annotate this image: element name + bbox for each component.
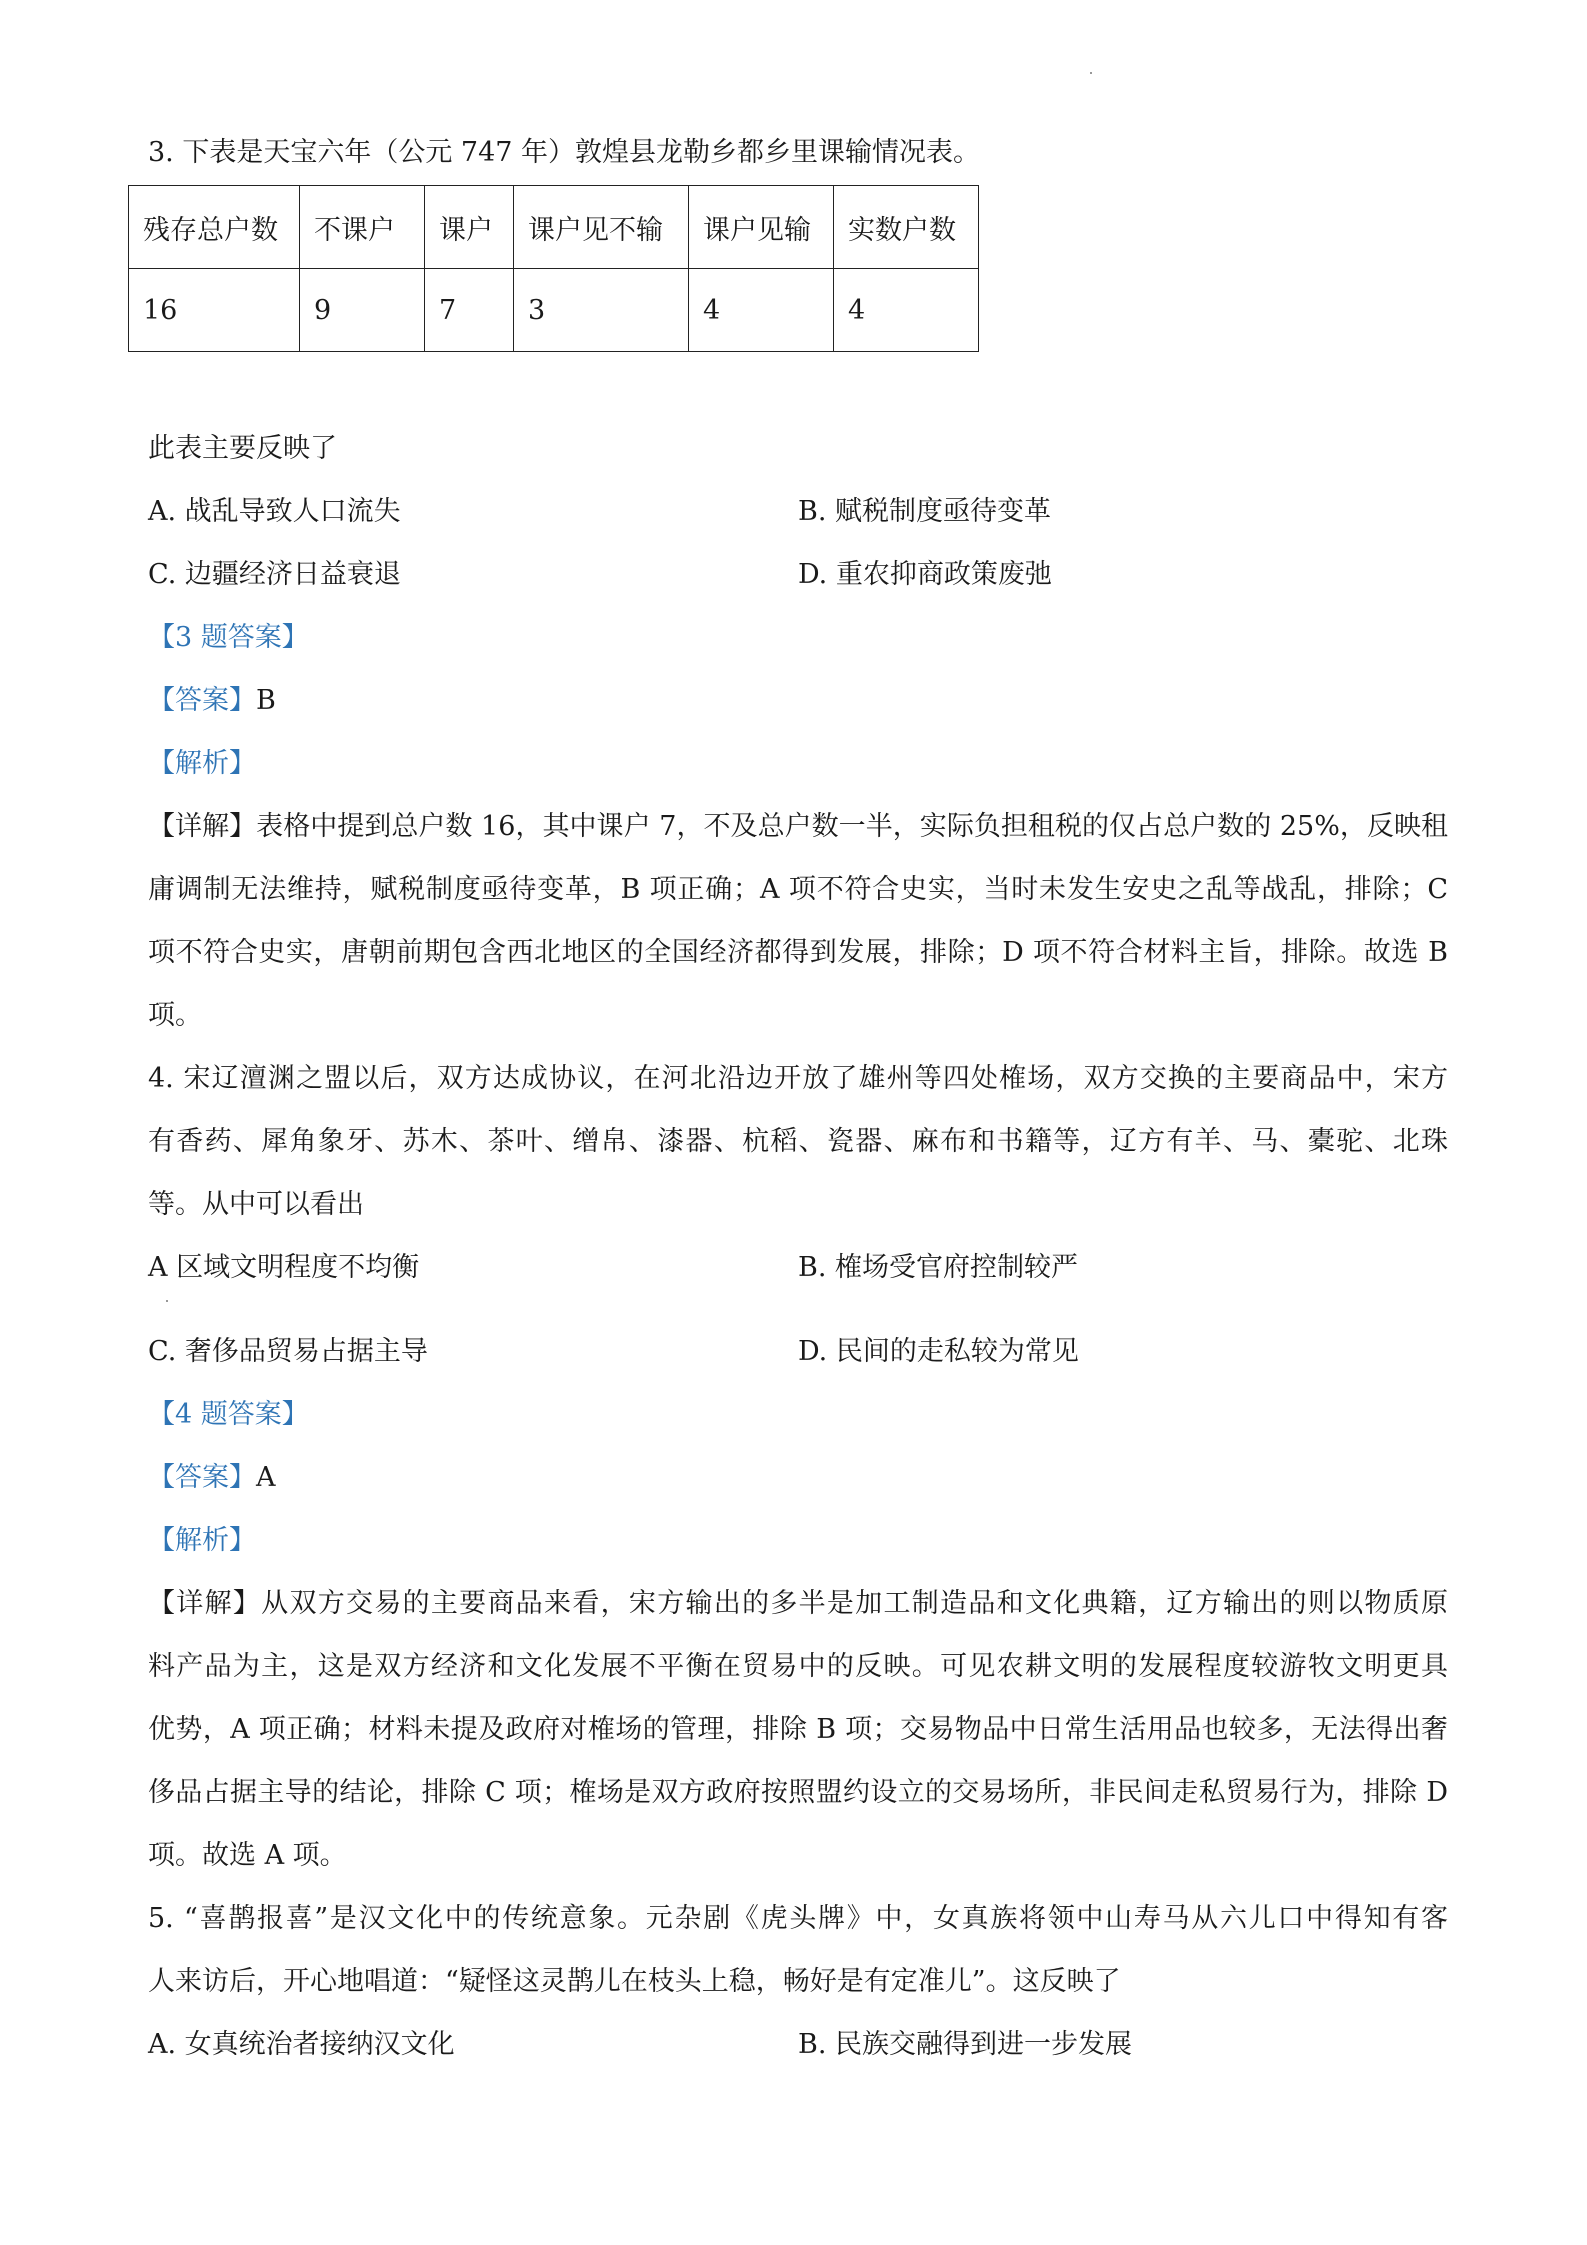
q4-answer xyxy=(148,1460,276,1496)
q3-detail-line: 项不符合史实，唐朝前期包含西北地区的全国经济都得到发展，排除；D 项不符合材料主旨，排除。故选 B xyxy=(148,937,1448,968)
table-cell: 9 xyxy=(300,269,425,352)
q4-detail-line: 优势，A 项正确；材料未提及政府对榷场的管理，排除 B 项；交易物品中日常生活用品也较多，无法得出奢 xyxy=(148,1714,1448,1745)
q3-option-b: B. 赋税制度亟待变革 xyxy=(798,496,1052,527)
q3-analysis-header: 【解析】 xyxy=(148,748,256,779)
detail-label: 【详解】 xyxy=(148,1588,262,1619)
stray-dot xyxy=(1090,72,1092,74)
table-header-row xyxy=(129,186,979,269)
q4-detail-line: 侈品占据主导的结论，排除 C 项；榷场是双方政府按照盟约设立的交易场所，非民间走私贸易行为，排除 D xyxy=(148,1777,1448,1808)
q3-detail-line xyxy=(148,809,1448,845)
q3-detail-line: 项。 xyxy=(148,1000,202,1031)
q3-detail-line: 庸调制无法维持，赋税制度亟待变革，B 项正确；A 项不符合史实，当时未发生安史之乱等战乱，排除；C xyxy=(148,874,1448,905)
q3-option-d: D. 重农抑商政策废弛 xyxy=(798,559,1052,590)
q3-prompt: 此表主要反映了 xyxy=(148,433,337,464)
q4-answer-header: 【4 题答案】 xyxy=(148,1399,309,1430)
q4-detail-line: 项。故选 A 项。 xyxy=(148,1840,347,1871)
stray-dot xyxy=(166,1300,168,1302)
q5-stem-line: 人来访后，开心地唱道：“疑怪这灵鹊儿在枝头上稳，畅好是有定准儿”。这反映了 xyxy=(148,1966,1121,1997)
q4-stem-line: 有香药、犀角象牙、苏木、茶叶、缯帛、漆器、杭稻、瓷器、麻布和书籍等，辽方有羊、马、橐驼、北珠 xyxy=(148,1126,1448,1157)
q4-stem-line: 4. 宋辽澶渊之盟以后，双方达成协议，在河北沿边开放了雄州等四处榷场，双方交换的主要商品中，宋方 xyxy=(148,1063,1448,1094)
answer-value: B xyxy=(256,685,276,716)
table-row xyxy=(129,269,979,352)
q3-option-a: A. 战乱导致人口流失 xyxy=(148,496,401,527)
q3-stem: 3. 下表是天宝六年（公元 747 年）敦煌县龙勒乡都乡里课输情况表。 xyxy=(148,137,981,168)
table-header-cell: 课户见不输 xyxy=(514,186,689,269)
q3-table xyxy=(128,185,979,352)
q4-option-c: C. 奢侈品贸易占据主导 xyxy=(148,1336,428,1367)
table-cell: 4 xyxy=(834,269,979,352)
q4-detail-line xyxy=(148,1586,1448,1622)
table-header-cell: 不课户 xyxy=(300,186,425,269)
table-cell: 16 xyxy=(129,269,300,352)
answer-label: 【答案】 xyxy=(148,685,256,716)
q3-answer-header: 【3 题答案】 xyxy=(148,622,309,653)
table-header-cell: 课户见输 xyxy=(689,186,834,269)
answer-value: A xyxy=(256,1462,276,1493)
q4-analysis-header: 【解析】 xyxy=(148,1525,256,1556)
table-cell: 3 xyxy=(514,269,689,352)
q5-option-b: B. 民族交融得到进一步发展 xyxy=(798,2029,1133,2060)
detail-label: 【详解】 xyxy=(148,811,257,842)
table-cell: 7 xyxy=(425,269,514,352)
table-header-cell: 实数户数 xyxy=(834,186,979,269)
detail-text: 从双方交易的主要商品来看，宋方输出的多半是加工制造品和文化典籍，辽方输出的则以物质原 xyxy=(261,1588,1448,1619)
q4-option-b: B. 榷场受官府控制较严 xyxy=(798,1252,1079,1283)
detail-text: 表格中提到总户数 16，其中课户 7，不及总户数一半，实际负担租税的仅占总户数的 25%，反映租 xyxy=(256,811,1449,842)
q5-stem-line: 5. “喜鹊报喜”是汉文化中的传统意象。元杂剧《虎头牌》中，女真族将领中山寿马从六儿口中得知有客 xyxy=(148,1903,1448,1934)
q4-detail-line: 料产品为主，这是双方经济和文化发展不平衡在贸易中的反映。可见农耕文明的发展程度较游牧文明更具 xyxy=(148,1651,1448,1682)
table-header-cell: 课户 xyxy=(425,186,514,269)
q4-option-d: D. 民间的走私较为常见 xyxy=(798,1336,1079,1367)
answer-label: 【答案】 xyxy=(148,1462,256,1493)
q4-option-a: A 区域文明程度不均衡 xyxy=(148,1252,420,1283)
q5-option-a: A. 女真统治者接纳汉文化 xyxy=(148,2029,455,2060)
table-cell: 4 xyxy=(689,269,834,352)
q3-answer xyxy=(148,683,276,719)
table-header-cell: 残存总户数 xyxy=(129,186,300,269)
q3-option-c: C. 边疆经济日益衰退 xyxy=(148,559,401,590)
q4-stem-line: 等。从中可以看出 xyxy=(148,1189,364,1220)
